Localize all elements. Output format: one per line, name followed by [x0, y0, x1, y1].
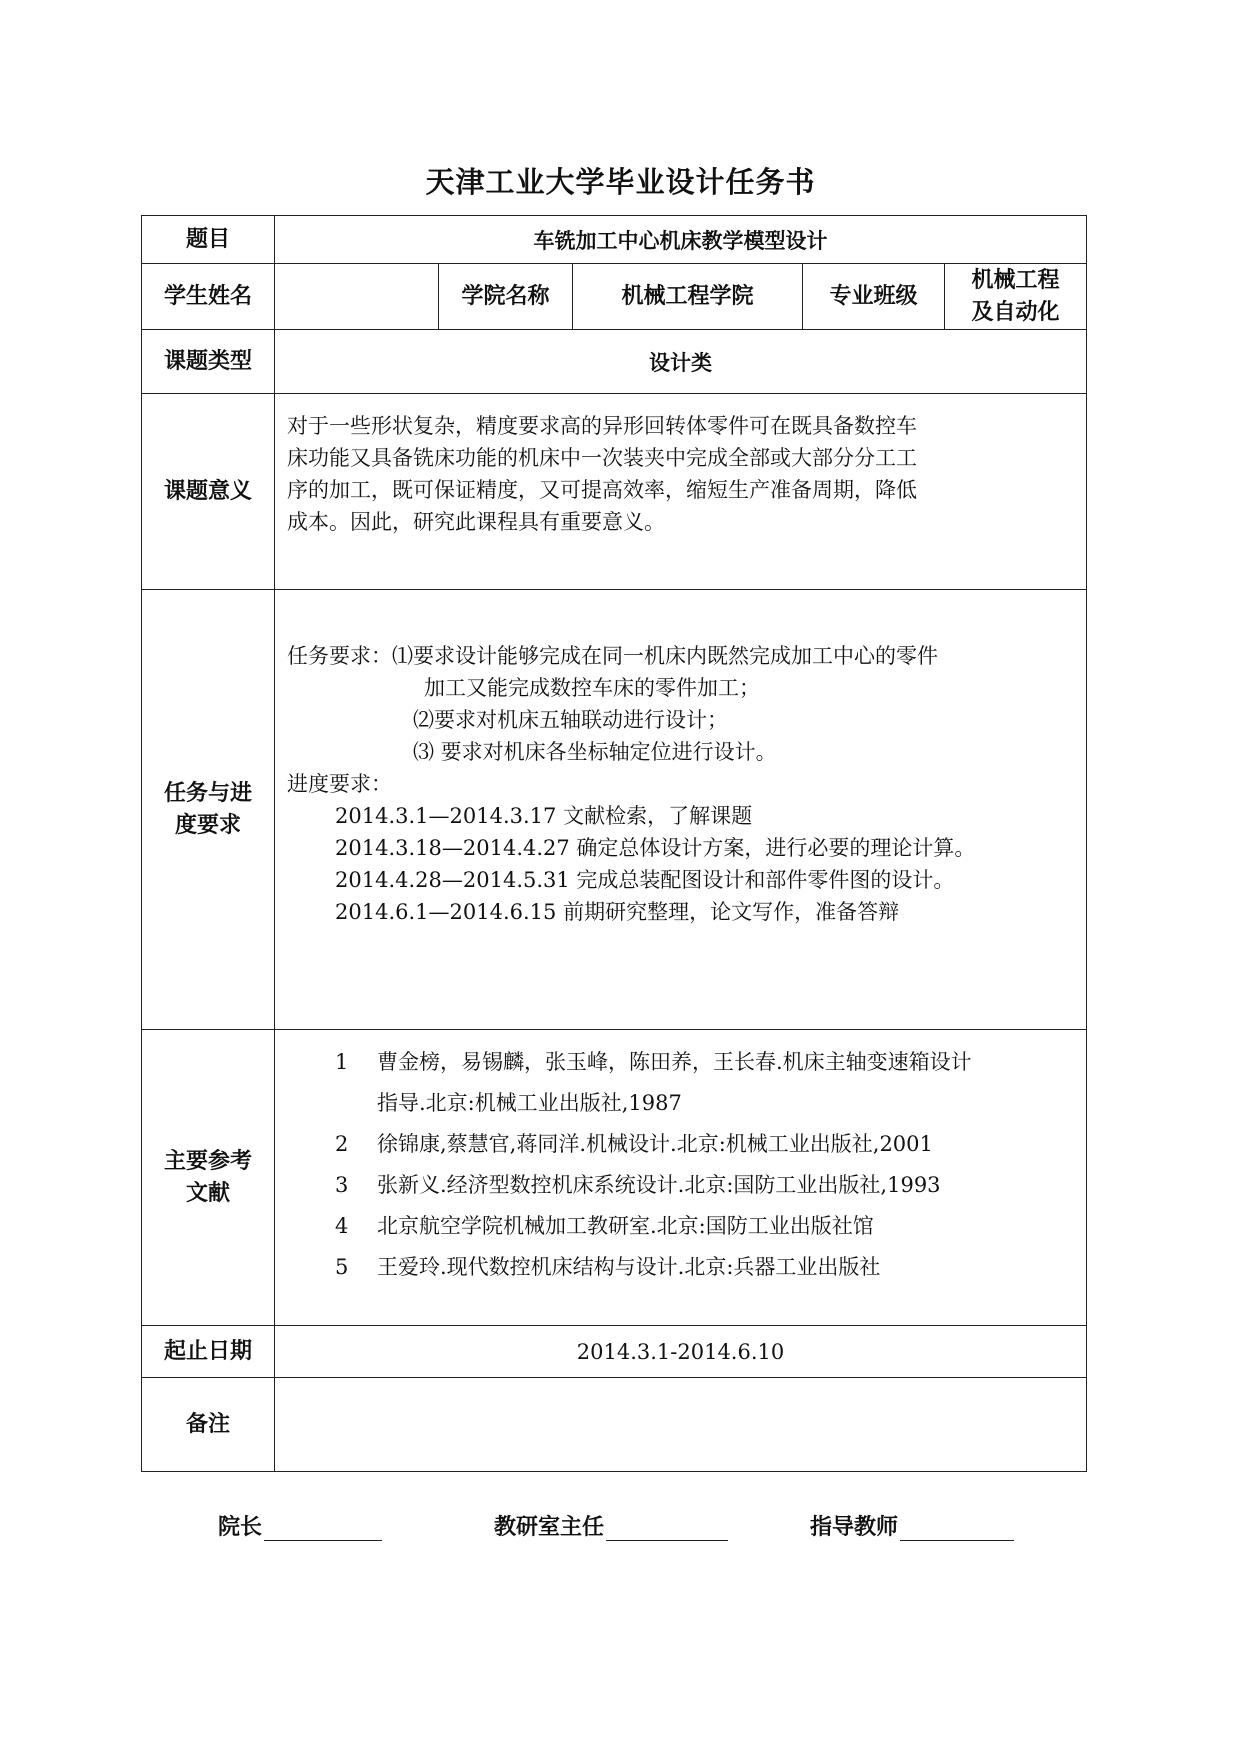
meaning-content [275, 394, 1087, 590]
row-student [142, 264, 1087, 330]
student-label: 学生姓名 [142, 264, 275, 330]
row-references [142, 1030, 1087, 1326]
refs-label [142, 1030, 275, 1326]
reference-item [335, 1206, 1082, 1247]
reference-item [335, 1042, 1082, 1083]
task-label-line1: 任务与进 [163, 780, 252, 806]
major-value-line1: 机械工程 [971, 267, 1060, 293]
schedule-line: 2014.6.1—2014.6.15 前期研究整理，论文写作，准备答辩 [335, 900, 900, 924]
row-type [142, 330, 1087, 394]
dean-signature [218, 1510, 382, 1541]
reference-text: 曹金榜，易锡麟，张玉峰，陈田养，王长春.机床主轴变速箱设计 [377, 1050, 972, 1074]
major-value [945, 264, 1087, 330]
type-label: 课题类型 [142, 330, 275, 394]
director-signature-line[interactable] [606, 1516, 728, 1541]
row-topic [142, 216, 1087, 264]
meaning-line: 成本。因此，研究此课程具有重要意义。 [287, 510, 665, 534]
reference-item [335, 1124, 1082, 1165]
reference-text: 王爱玲.现代数控机床结构与设计.北京:兵器工业出版社 [377, 1255, 881, 1279]
reference-number: 1 [335, 1050, 349, 1074]
major-label: 专业班级 [803, 264, 945, 330]
task-line: 加工又能完成数控车床的零件加工； [424, 676, 760, 700]
row-notes [142, 1378, 1087, 1472]
reference-number: 3 [335, 1173, 349, 1197]
major-value-line2: 及自动化 [971, 299, 1060, 325]
schedule-line: 2014.3.1—2014.3.17 文献检索，了解课题 [335, 804, 753, 828]
type-value: 设计类 [275, 330, 1087, 394]
meaning-line: 序的加工，既可保证精度，又可提高效率，缩短生产准备周期，降低 [287, 478, 917, 502]
dates-value: 2014.3.1-2014.6.10 [275, 1326, 1087, 1378]
refs-label-line1: 主要参考 [163, 1148, 252, 1174]
reference-text-continued: 指导.北京:机械工业出版社,1987 [377, 1091, 682, 1115]
reference-item [335, 1247, 1082, 1288]
dates-label: 起止日期 [142, 1326, 275, 1378]
row-dates [142, 1326, 1087, 1378]
topic-label: 题目 [142, 216, 275, 264]
reference-text: 张新义.经济型数控机床系统设计.北京:国防工业出版社,1993 [377, 1173, 941, 1197]
task-content [275, 590, 1087, 1030]
task-label [142, 590, 275, 1030]
task-line: 进度要求： [287, 772, 392, 796]
reference-number: 2 [335, 1132, 349, 1156]
meaning-label: 课题意义 [142, 394, 275, 590]
director-signature [494, 1510, 728, 1541]
reference-number: 4 [335, 1214, 349, 1238]
reference-text: 北京航空学院机械加工教研室.北京:国防工业出版社馆 [377, 1214, 874, 1238]
director-label: 教研室主任 [494, 1515, 605, 1540]
student-value [275, 264, 439, 330]
college-label: 学院名称 [439, 264, 573, 330]
meaning-line: 床功能又具备铣床功能的机床中一次装夹中完成全部或大部分分工工 [287, 446, 917, 470]
advisor-label: 指导教师 [810, 1515, 899, 1540]
topic-value: 车铣加工中心机床教学模型设计 [275, 216, 1087, 264]
task-table [141, 215, 1087, 1472]
reference-text: 徐锦康,蔡慧官,蒋同洋.机械设计.北京:机械工业出版社,2001 [377, 1132, 933, 1156]
row-tasks [142, 590, 1087, 1030]
task-line: ⑶ 要求对机床各坐标轴定位进行设计。 [413, 740, 777, 764]
notes-label: 备注 [142, 1378, 275, 1472]
task-label-line2: 度要求 [174, 812, 241, 838]
reference-number: 5 [335, 1255, 349, 1279]
schedule-line: 2014.3.18—2014.4.27 确定总体设计方案，进行必要的理论计算。 [335, 836, 976, 860]
document-title: 天津工业大学毕业设计任务书 [425, 165, 816, 199]
schedule-line: 2014.4.28—2014.5.31 完成总装配图设计和部件零件图的设计。 [335, 868, 955, 892]
notes-value [275, 1378, 1087, 1472]
task-line: ⑵要求对机床五轴联动进行设计； [413, 708, 728, 732]
dean-signature-line[interactable] [264, 1516, 382, 1541]
advisor-signature-line[interactable] [900, 1516, 1014, 1541]
row-meaning [142, 394, 1087, 590]
task-line: 任务要求：⑴要求设计能够完成在同一机床内既然完成加工中心的零件 [287, 644, 938, 668]
advisor-signature [810, 1510, 1014, 1541]
dean-label: 院长 [218, 1515, 263, 1540]
college-value: 机械工程学院 [573, 264, 803, 330]
refs-content [275, 1030, 1087, 1326]
reference-item [335, 1165, 1082, 1206]
refs-label-line2: 文献 [185, 1180, 230, 1206]
meaning-line: 对于一些形状复杂，精度要求高的异形回转体零件可在既具备数控车 [287, 414, 917, 438]
